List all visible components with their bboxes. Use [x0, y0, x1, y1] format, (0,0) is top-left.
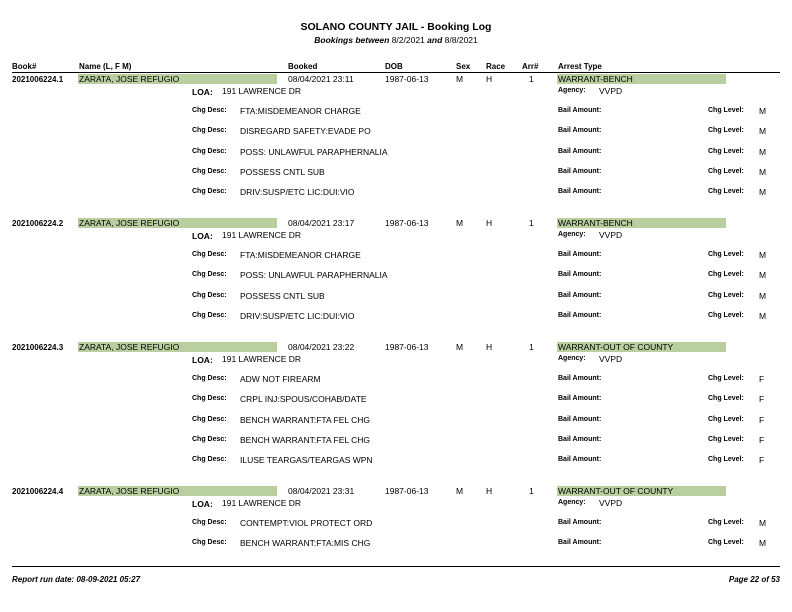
chg-level: F — [759, 455, 765, 465]
col-book: Book# — [12, 62, 37, 71]
chg-level: M — [759, 250, 767, 260]
chg-desc-label: Chg Desc: — [192, 395, 227, 402]
chg-desc: DRIV:SUSP/ETC LIC:DUI:VIO — [240, 187, 355, 197]
book-number: 2021006224.1 — [12, 75, 64, 84]
dob: 1987-06-13 — [385, 486, 429, 496]
arrest-type: WARRANT-OUT OF COUNTY — [558, 486, 674, 496]
chg-desc-label: Chg Desc: — [192, 519, 227, 526]
footer-rule — [12, 566, 780, 567]
chg-level: M — [759, 147, 767, 157]
arrest-count: 1 — [529, 74, 534, 84]
agency-value: VVPD — [599, 86, 623, 96]
col-booked: Booked — [288, 62, 318, 71]
bail-amount-label: Bail Amount: — [558, 148, 602, 155]
loa-value: 191 LAWRENCE DR — [222, 354, 302, 364]
bail-amount-label: Bail Amount: — [558, 271, 602, 278]
dob: 1987-06-13 — [385, 218, 429, 228]
arrest-type-highlight — [557, 218, 726, 228]
chg-level: F — [759, 374, 765, 384]
inmate-name: ZARATA, JOSE REFUGIO — [79, 486, 180, 496]
col-sex: Sex — [456, 62, 471, 71]
chg-level: F — [759, 415, 765, 425]
bail-amount-label: Bail Amount: — [558, 127, 602, 134]
inmate-name: ZARATA, JOSE REFUGIO — [79, 342, 180, 352]
col-name: Name (L, F M) — [79, 62, 132, 71]
chg-desc: BENCH WARRANT:FTA FEL CHG — [240, 415, 371, 425]
name-highlight — [78, 342, 277, 352]
chg-level: M — [759, 311, 767, 321]
sex: M — [456, 342, 464, 352]
arrest-count: 1 — [529, 218, 534, 228]
report-subtitle — [0, 35, 792, 45]
chg-desc: POSS: UNLAWFUL PARAPHERNALIA — [240, 147, 388, 157]
bail-amount-label: Bail Amount: — [558, 168, 602, 175]
chg-desc: FTA:MISDEMEANOR CHARGE — [240, 250, 361, 260]
name-highlight — [78, 218, 277, 228]
bail-amount-label: Bail Amount: — [558, 251, 602, 258]
chg-level: M — [759, 126, 767, 136]
chg-desc: ILUSE TEARGAS/TEARGAS WPN — [240, 455, 373, 465]
chg-desc-label: Chg Desc: — [192, 127, 227, 134]
chg-desc: ADW NOT FIREARM — [240, 374, 321, 384]
chg-level-label: Chg Level: — [708, 271, 744, 278]
booked-datetime: 08/04/2021 23:31 — [288, 486, 355, 496]
chg-level-label: Chg Level: — [708, 168, 744, 175]
chg-level-label: Chg Level: — [708, 456, 744, 463]
agency-label: Agency: — [558, 231, 586, 238]
loa-value: 191 LAWRENCE DR — [222, 86, 302, 96]
chg-level: M — [759, 187, 767, 197]
chg-desc: FTA:MISDEMEANOR CHARGE — [240, 106, 361, 116]
agency-label: Agency: — [558, 355, 586, 362]
arrest-count: 1 — [529, 486, 534, 496]
bail-amount-label: Bail Amount: — [558, 292, 602, 299]
chg-desc: DRIV:SUSP/ETC LIC:DUI:VIO — [240, 311, 355, 321]
report-title: SOLANO COUNTY JAIL - Booking Log — [300, 21, 492, 33]
col-race: Race — [486, 62, 506, 71]
chg-level: F — [759, 435, 765, 445]
col-arrest-type: Arrest Type — [558, 62, 602, 71]
chg-desc-label: Chg Desc: — [192, 436, 227, 443]
agency-label: Agency: — [558, 499, 586, 506]
loa-label: LOA: — [192, 231, 213, 241]
name-highlight — [78, 74, 277, 84]
chg-desc-label: Chg Desc: — [192, 107, 227, 114]
agency-value: VVPD — [599, 498, 623, 508]
subtitle-label: Bookings between — [314, 35, 390, 45]
dob: 1987-06-13 — [385, 74, 429, 84]
bail-amount-label: Bail Amount: — [558, 436, 602, 443]
bail-amount-label: Bail Amount: — [558, 312, 602, 319]
chg-desc: CONTEMPT:VIOL PROTECT ORD — [240, 518, 373, 528]
chg-level-label: Chg Level: — [708, 127, 744, 134]
bail-amount-label: Bail Amount: — [558, 416, 602, 423]
book-number: 2021006224.2 — [12, 219, 64, 228]
chg-desc-label: Chg Desc: — [192, 271, 227, 278]
loa-label: LOA: — [192, 499, 213, 509]
dob: 1987-06-13 — [385, 342, 429, 352]
chg-level-label: Chg Level: — [708, 107, 744, 114]
arrest-type: WARRANT-BENCH — [558, 218, 633, 228]
race: H — [486, 218, 493, 228]
chg-level-label: Chg Level: — [708, 539, 744, 546]
bail-amount-label: Bail Amount: — [558, 539, 602, 546]
chg-level-label: Chg Level: — [708, 375, 744, 382]
bail-amount-label: Bail Amount: — [558, 107, 602, 114]
bail-amount-label: Bail Amount: — [558, 519, 602, 526]
chg-level-label: Chg Level: — [708, 395, 744, 402]
chg-level-label: Chg Level: — [708, 416, 744, 423]
race: H — [486, 486, 493, 496]
chg-level: M — [759, 538, 767, 548]
chg-desc: BENCH WARRANT:FTA:MIS CHG — [240, 538, 371, 548]
bail-amount-label: Bail Amount: — [558, 188, 602, 195]
loa-value: 191 LAWRENCE DR — [222, 230, 302, 240]
chg-desc-label: Chg Desc: — [192, 251, 227, 258]
chg-desc-label: Chg Desc: — [192, 539, 227, 546]
chg-desc-label: Chg Desc: — [192, 375, 227, 382]
chg-desc: POSS: UNLAWFUL PARAPHERNALIA — [240, 270, 388, 280]
bail-amount-label: Bail Amount: — [558, 395, 602, 402]
chg-desc-label: Chg Desc: — [192, 312, 227, 319]
arrest-count: 1 — [529, 342, 534, 352]
loa-value: 191 LAWRENCE DR — [222, 498, 302, 508]
chg-level: M — [759, 270, 767, 280]
arrest-type: WARRANT-BENCH — [558, 74, 633, 84]
chg-level-label: Chg Level: — [708, 519, 744, 526]
inmate-name: ZARATA, JOSE REFUGIO — [79, 218, 180, 228]
chg-level: M — [759, 167, 767, 177]
chg-level: M — [759, 106, 767, 116]
booked-datetime: 08/04/2021 23:17 — [288, 218, 355, 228]
page-number: Page 22 of 53 — [728, 575, 780, 584]
chg-level-label: Chg Level: — [708, 251, 744, 258]
header-rule — [12, 72, 780, 73]
date-start: 8/2/2021 — [391, 35, 425, 45]
chg-level-label: Chg Level: — [708, 436, 744, 443]
chg-desc-label: Chg Desc: — [192, 416, 227, 423]
chg-level: M — [759, 291, 767, 301]
chg-desc: CRPL INJ:SPOUS/COHAB/DATE — [240, 394, 367, 404]
bail-amount-label: Bail Amount: — [558, 456, 602, 463]
chg-desc: POSSESS CNTL SUB — [240, 167, 325, 177]
col-dob: DOB — [385, 62, 403, 71]
chg-level-label: Chg Level: — [708, 148, 744, 155]
sex: M — [456, 486, 464, 496]
chg-desc-label: Chg Desc: — [192, 456, 227, 463]
chg-level: F — [759, 394, 765, 404]
agency-value: VVPD — [599, 230, 623, 240]
sex: M — [456, 74, 464, 84]
chg-desc-label: Chg Desc: — [192, 188, 227, 195]
chg-desc: DISREGARD SAFETY:EVADE PO — [240, 126, 371, 136]
agency-value: VVPD — [599, 354, 623, 364]
arrest-type-highlight — [557, 74, 726, 84]
arrest-type: WARRANT-OUT OF COUNTY — [558, 342, 674, 352]
chg-desc-label: Chg Desc: — [192, 148, 227, 155]
chg-desc: POSSESS CNTL SUB — [240, 291, 325, 301]
chg-level-label: Chg Level: — [708, 312, 744, 319]
name-highlight — [78, 486, 277, 496]
col-arr: Arr# — [522, 62, 539, 71]
inmate-name: ZARATA, JOSE REFUGIO — [79, 74, 180, 84]
chg-level-label: Chg Level: — [708, 292, 744, 299]
sex: M — [456, 218, 464, 228]
chg-desc-label: Chg Desc: — [192, 292, 227, 299]
booked-datetime: 08/04/2021 23:22 — [288, 342, 355, 352]
loa-label: LOA: — [192, 355, 213, 365]
subtitle-and: and — [427, 35, 443, 45]
arrest-type-highlight — [557, 342, 726, 352]
chg-level: M — [759, 518, 767, 528]
chg-level-label: Chg Level: — [708, 188, 744, 195]
date-end: 8/8/2021 — [444, 35, 478, 45]
chg-desc-label: Chg Desc: — [192, 168, 227, 175]
agency-label: Agency: — [558, 87, 586, 94]
arrest-type-highlight — [557, 486, 726, 496]
chg-desc: BENCH WARRANT:FTA FEL CHG — [240, 435, 371, 445]
loa-label: LOA: — [192, 87, 213, 97]
booked-datetime: 08/04/2021 23:11 — [288, 74, 354, 84]
book-number: 2021006224.4 — [12, 487, 64, 496]
bail-amount-label: Bail Amount: — [558, 375, 602, 382]
race: H — [486, 342, 493, 352]
report-run-date: Report run date: 08-09-2021 05:27 — [12, 575, 141, 584]
race: H — [486, 74, 493, 84]
book-number: 2021006224.3 — [12, 343, 64, 352]
